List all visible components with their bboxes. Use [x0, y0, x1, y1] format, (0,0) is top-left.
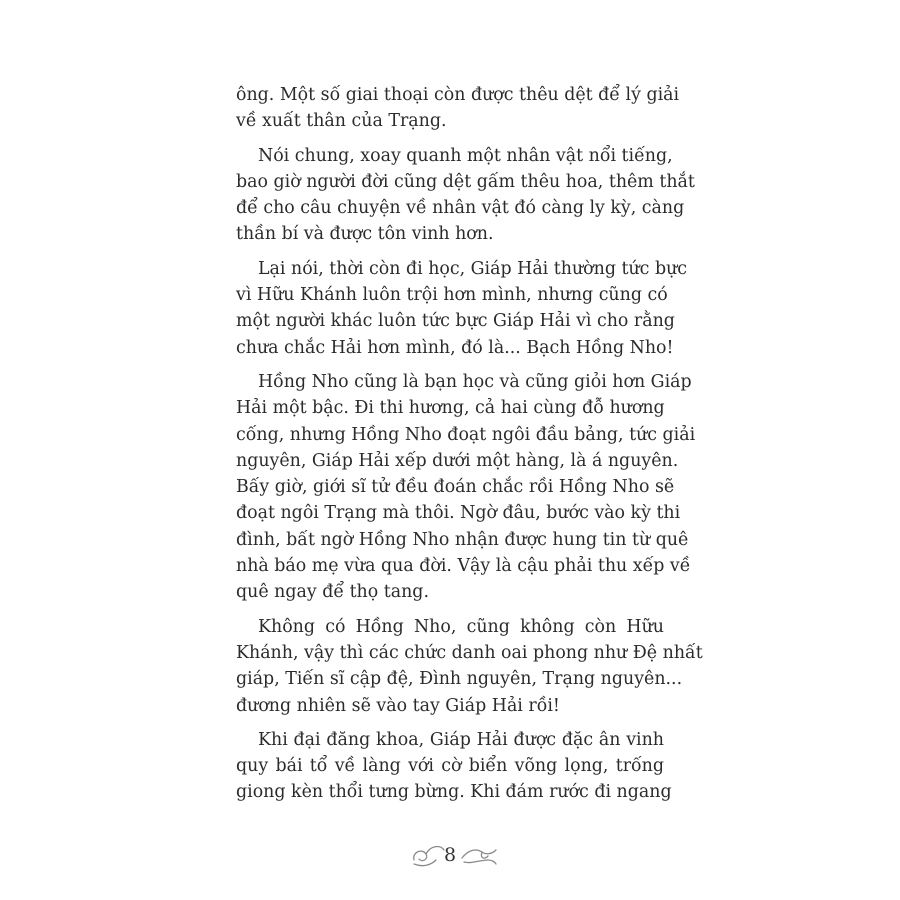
text-line: Hải một bậc. Đi thi hương, cả hai cùng đỗ hương [236, 398, 665, 419]
paragraph [236, 82, 680, 135]
paragraph [236, 614, 703, 719]
text-line: giong kèn thổi tưng bừng. Khi đám rước đi ngang [236, 782, 672, 803]
text-line: Lại nói, thời còn đi học, Giáp Hải thường tức bực [258, 258, 688, 279]
text-line: Bấy giờ, giới sĩ tử đều đoán chắc rồi Hồng Nho sẽ [236, 477, 675, 498]
text-line: để cho câu chuyện về nhân vật đó càng ly kỳ, càng [236, 198, 685, 219]
text-line: đương nhiên sẽ vào tay Giáp Hải rồi! [236, 695, 560, 716]
text-line: vì Hữu Khánh luôn trội hơn mình, nhưng cũng có [236, 285, 668, 306]
paragraph [236, 727, 672, 806]
text-line: chưa chắc Hải hơn mình, đó là... Bạch Hồng Nho! [236, 337, 674, 358]
text-line: đoạt ngôi Trạng mà thôi. Ngờ đâu, bước vào kỳ thi [236, 503, 681, 524]
text-line: bao giờ người đời cũng dệt gấm thêu hoa, thêm thắt [236, 171, 695, 192]
text-line: Khánh, vậy thì các chức danh oai phong như Đệ nhất [236, 642, 703, 663]
text-line: một người khác luôn tức bực Giáp Hải vì cho rằng [236, 311, 675, 332]
paragraph [236, 143, 695, 248]
text-line: nguyên, Giáp Hải xếp dưới một hàng, là á nguyên. [236, 450, 679, 471]
text-line: về xuất thân của Trạng. [236, 111, 447, 132]
text-line: quy bái tổ về làng với cờ biển võng lọng, trống [236, 756, 664, 777]
text-line: Khi đại đăng khoa, Giáp Hải được đặc ân vinh [258, 729, 664, 750]
text-line: quê ngay để thọ tang. [236, 582, 429, 603]
text-line: thần bí và được tôn vinh hơn. [236, 224, 494, 245]
text-line: Hồng Nho cũng là bạn học và cũng giỏi hơn Giáp [258, 371, 692, 392]
text-line: ông. Một số giai thoại còn được thêu dệt để lý giải [236, 85, 680, 105]
text-line: đình, bất ngờ Hồng Nho nhận được hung tin từ quê [236, 529, 689, 550]
paragraph [236, 256, 688, 361]
text-line: nhà báo mẹ vừa qua đời. Vậy là cậu phải thu xếp về [236, 556, 691, 577]
paragraph [236, 369, 696, 606]
body-text [236, 82, 703, 806]
page-number: 8 [444, 844, 457, 866]
page-footer [410, 838, 500, 878]
text-line: Nói chung, xoay quanh một nhân vật nổi tiếng, [258, 145, 673, 166]
text-line: Không có Hồng Nho, cũng không còn Hữu [258, 616, 664, 637]
text-line: giáp, Tiến sĩ cập đệ, Đình nguyên, Trạng nguyên... [236, 669, 683, 690]
text-line: cống, nhưng Hồng Nho đoạt ngôi đầu bảng, tức giải [236, 424, 696, 445]
